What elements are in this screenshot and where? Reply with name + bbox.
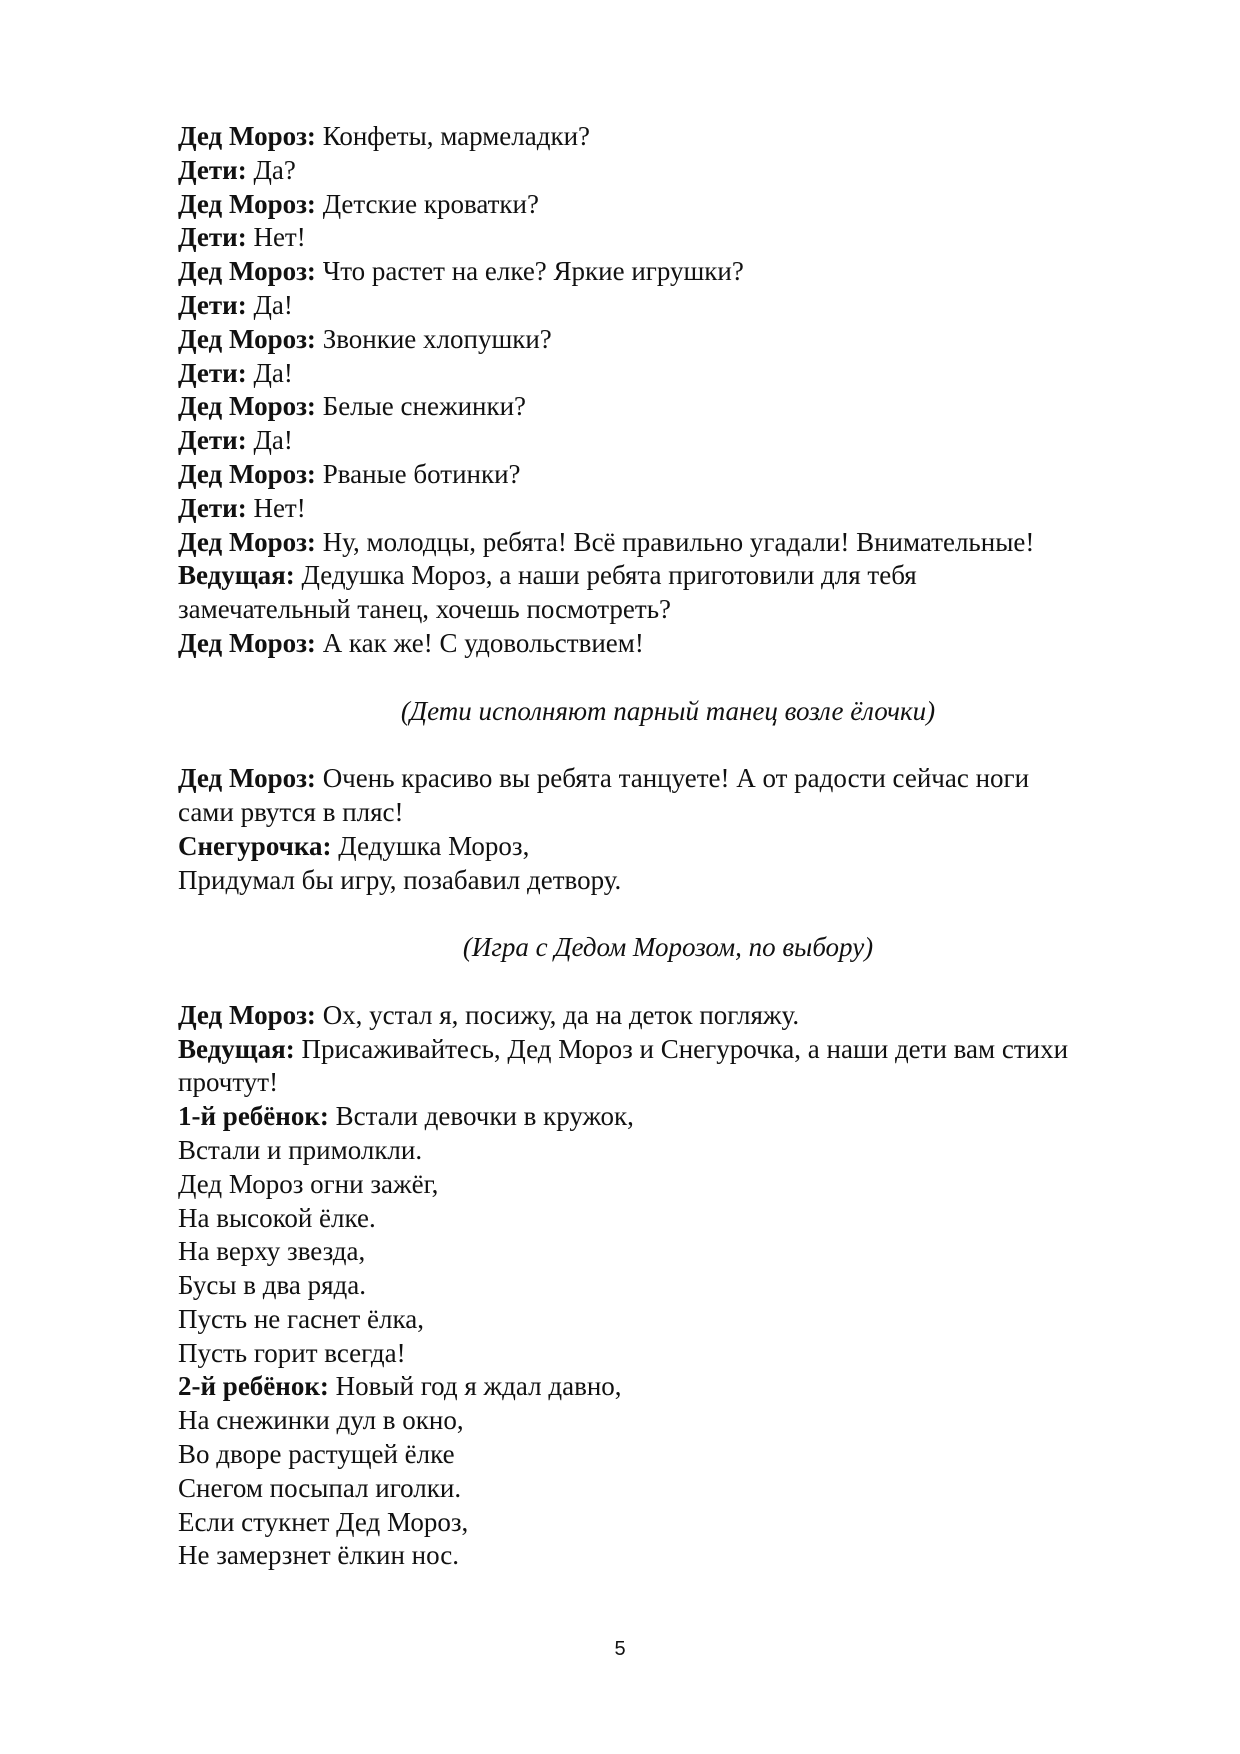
blank-line: [178, 965, 1158, 999]
line-text: Нет!: [246, 222, 306, 253]
line-text: На верху звезда,: [178, 1236, 366, 1267]
dialogue-line: [178, 1269, 1158, 1303]
dialogue-line: [178, 357, 1158, 391]
line-text: Белые снежинки?: [315, 391, 527, 422]
dialogue-line: [178, 221, 1158, 255]
dialogue-line: [178, 1168, 1158, 1202]
dialogue-line: [178, 1404, 1158, 1438]
stage-direction: [178, 931, 1158, 965]
stage-direction: [178, 695, 1158, 729]
line-text: Рваные ботинки?: [315, 458, 521, 489]
dialogue-line: [178, 762, 1158, 796]
speaker-name: Дед Мороз:: [178, 391, 316, 422]
speaker-name: Дед Мороз:: [178, 763, 316, 794]
speaker-name: Дед Мороз:: [178, 121, 316, 151]
page-number: 5: [614, 1638, 626, 1660]
dialogue-line: [178, 1337, 1158, 1371]
line-text: А как же! С удовольствием!: [315, 627, 644, 658]
line-text: На снежинки дул в окно,: [178, 1405, 464, 1436]
stage-direction-text: (Игра с Дедом Морозом, по выбору): [462, 932, 874, 963]
speaker-name: Дети:: [178, 154, 247, 185]
line-text: Да!: [246, 425, 293, 456]
line-text: Дед Мороз огни зажёг,: [178, 1168, 439, 1199]
speaker-name: Дети:: [178, 222, 247, 253]
speaker-name: Дед Мороз:: [178, 999, 316, 1030]
speaker-name: Ведущая:: [178, 560, 295, 591]
speaker-name: Дети:: [178, 357, 247, 388]
line-text: Дедушка Мороз,: [331, 830, 530, 861]
dialogue-line: [178, 830, 1158, 864]
dialogue-line: [178, 188, 1158, 222]
line-text: прочтут!: [178, 1067, 279, 1098]
line-text: сами рвутся в пляс!: [178, 796, 404, 827]
speaker-name: Ведущая:: [178, 1033, 295, 1064]
line-text: Что растет на елке? Яркие игрушки?: [315, 256, 744, 287]
dialogue-line: [178, 864, 1158, 898]
line-text: Конфеты, мармеладки?: [315, 121, 591, 151]
dialogue-line: [178, 627, 1158, 661]
line-text: Детские кроватки?: [315, 188, 539, 219]
dialogue-line: [178, 289, 1158, 323]
dialogue-line: [178, 1202, 1158, 1236]
speaker-name: Дети:: [178, 425, 247, 456]
line-text: Ну, молодцы, ребята! Всё правильно угадали! Внимательные!: [315, 526, 1035, 557]
line-text: Новый год я ждал давно,: [328, 1371, 622, 1402]
blank-line: [178, 728, 1158, 762]
dialogue-line: [178, 1303, 1158, 1337]
speaker-name: Дед Мороз:: [178, 188, 316, 219]
dialogue-line: [178, 796, 1158, 830]
line-text: Если стукнет Дед Мороз,: [178, 1506, 469, 1537]
dialogue-line: [178, 559, 1158, 593]
dialogue-line: [178, 1472, 1158, 1506]
line-text: Да?: [246, 154, 296, 185]
speaker-name: 1-й ребёнок:: [178, 1101, 329, 1132]
dialogue-line: [178, 1066, 1158, 1100]
dialogue-line: [178, 1539, 1158, 1573]
line-text: замечательный танец, хочешь посмотреть?: [178, 594, 672, 625]
line-text: Во дворе растущей ёлке: [178, 1439, 455, 1470]
line-text: Да!: [246, 289, 293, 320]
line-text: Звонкие хлопушки?: [315, 323, 552, 354]
dialogue-line: [178, 120, 1158, 154]
line-text: На высокой ёлке.: [178, 1202, 376, 1233]
dialogue-line: [178, 390, 1158, 424]
speaker-name: Дед Мороз:: [178, 323, 316, 354]
speaker-name: Дед Мороз:: [178, 526, 316, 557]
line-text: Придумал бы игру, позабавил детвору.: [178, 864, 622, 895]
line-text: Нет!: [246, 492, 306, 523]
stage-direction-text: (Дети исполняют парный танец возле ёлочки): [400, 695, 936, 726]
dialogue-line: [178, 1506, 1158, 1540]
line-text: Дедушка Мороз, а наши ребята приготовили для тебя: [294, 560, 917, 591]
line-text: Не замерзнет ёлкин нос.: [178, 1540, 460, 1571]
dialogue-line: [178, 1134, 1158, 1168]
blank-line: [178, 897, 1158, 931]
line-text: Да!: [246, 357, 293, 388]
line-text: Присаживайтесь, Дед Мороз и Снегурочка, а наши дети вам стихи: [294, 1033, 1069, 1064]
line-text: Встали и примолкли.: [178, 1134, 423, 1165]
line-text: Снегом посыпал иголки.: [178, 1472, 462, 1503]
speaker-name: Снегурочка:: [178, 830, 332, 861]
dialogue-line: [178, 593, 1158, 627]
speaker-name: Дети:: [178, 289, 247, 320]
dialogue-line: [178, 424, 1158, 458]
dialogue-line: [178, 154, 1158, 188]
speaker-name: Дед Мороз:: [178, 256, 316, 287]
blank-line: [178, 661, 1158, 695]
line-text: Встали девочки в кружок,: [328, 1101, 634, 1132]
line-text: Очень красиво вы ребята танцуете! А от радости сейчас ноги: [315, 763, 1030, 794]
dialogue-line: [178, 1100, 1158, 1134]
dialogue-line: [178, 1438, 1158, 1472]
line-text: Пусть не гаснет ёлка,: [178, 1303, 424, 1334]
speaker-name: Дед Мороз:: [178, 458, 316, 489]
speaker-name: Дети:: [178, 492, 247, 523]
dialogue-line: [178, 1235, 1158, 1269]
script-text: [178, 120, 1158, 1573]
dialogue-line: [178, 323, 1158, 357]
line-text: Бусы в два ряда.: [178, 1270, 366, 1301]
line-text: Пусть горит всегда!: [178, 1337, 406, 1368]
dialogue-line: [178, 1370, 1158, 1404]
dialogue-line: [178, 999, 1158, 1033]
speaker-name: Дед Мороз:: [178, 627, 316, 658]
dialogue-line: [178, 526, 1158, 560]
dialogue-line: [178, 1033, 1158, 1067]
dialogue-line: [178, 255, 1158, 289]
speaker-name: 2-й ребёнок:: [178, 1371, 329, 1402]
dialogue-line: [178, 492, 1158, 526]
dialogue-line: [178, 458, 1158, 492]
line-text: Ох, устал я, посижу, да на деток погляжу.: [315, 999, 800, 1030]
